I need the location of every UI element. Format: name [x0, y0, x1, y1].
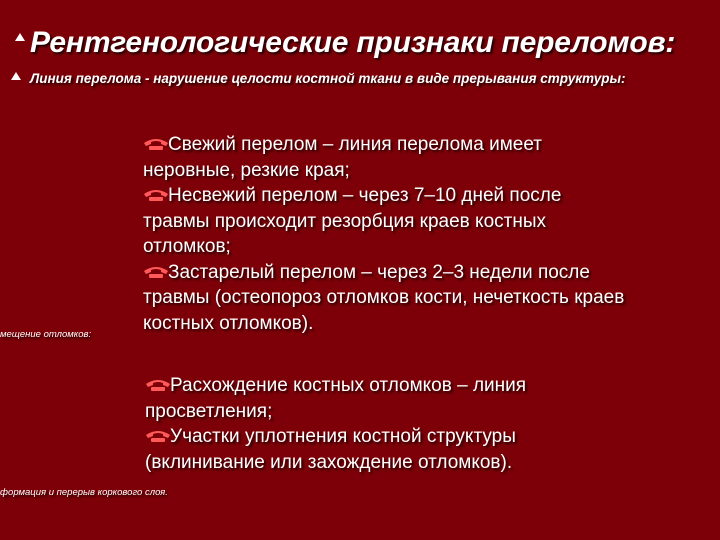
bullet-icon: [14, 32, 26, 44]
list-item-fresh-fracture: Свежий перелом – линия перелома имеет неровные, резкие края;: [143, 134, 542, 181]
telephone-icon: [145, 429, 171, 443]
telephone-icon: [143, 265, 169, 279]
left-fragment-cortical: формация и перерыв коркового слоя.: [0, 487, 168, 498]
list-item-stale-fracture: Несвежий перелом – через 7–10 дней после травмы происходит резорбция краев костных отломков;: [143, 185, 562, 257]
bullet-icon: [10, 71, 22, 83]
telephone-icon: [143, 137, 169, 151]
subheading: [10, 71, 626, 86]
list-item-compaction: Участки уплотнения костной структуры (вклинивание или захождение отломков).: [145, 426, 516, 473]
slide-title: [14, 26, 675, 60]
list-item-divergence: Расхождение костных отломков – линия просветления;: [145, 375, 527, 422]
telephone-icon: [143, 188, 169, 202]
left-fragment-displacement: мещение отломков:: [0, 329, 92, 340]
subheading-text: Линия перелома - нарушение целости костной ткани в виде прерывания структуры:: [30, 71, 626, 86]
displacement-list: [145, 373, 705, 475]
list-item-old-fracture: Застарелый перелом – через 2–3 недели после травмы (остеопороз отломков кости, нечеткость краев костных отломков).: [143, 261, 625, 334]
slide-title-text: Рентгенологические признаки переломов:: [30, 26, 676, 59]
fracture-line-list: [143, 132, 713, 336]
telephone-icon: [145, 378, 171, 392]
